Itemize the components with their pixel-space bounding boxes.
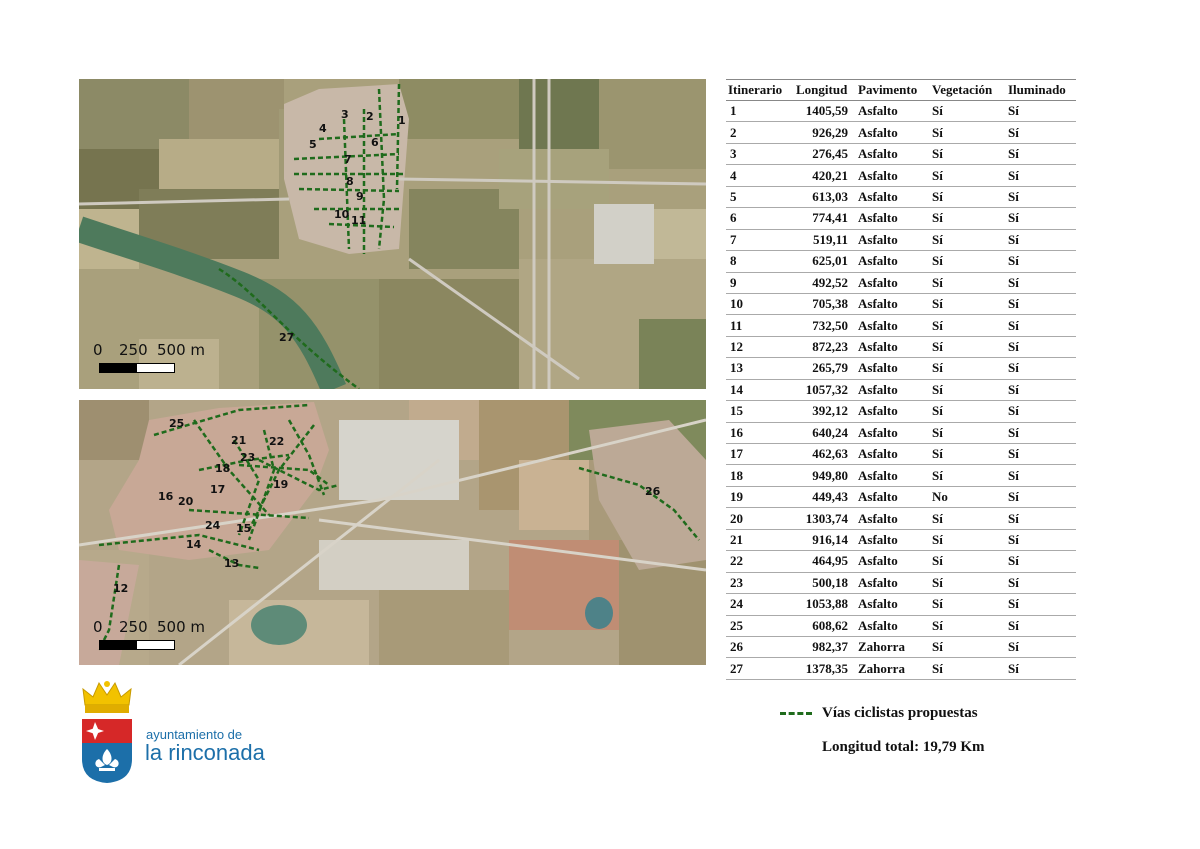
cell-pavimento: Asfalto: [856, 615, 930, 636]
cell-vegetacion: Sí: [930, 636, 1006, 657]
cell-longitud: 492,52: [794, 272, 856, 293]
cell-longitud: 276,45: [794, 143, 856, 164]
cell-itinerario: 9: [726, 272, 794, 293]
table-row: [726, 658, 1076, 679]
cell-longitud: 732,50: [794, 315, 856, 336]
cell-longitud: 1378,35: [794, 658, 856, 679]
cell-longitud: 519,11: [794, 229, 856, 250]
scale-graphic: [99, 640, 175, 650]
route-label: 1: [398, 114, 406, 127]
table-row: [726, 208, 1076, 229]
cell-pavimento: Asfalto: [856, 186, 930, 207]
cell-longitud: 420,21: [794, 165, 856, 186]
route-label: 7: [344, 153, 352, 166]
cell-longitud: 916,14: [794, 529, 856, 550]
cell-pavimento: Asfalto: [856, 336, 930, 357]
header-longitud: Longitud: [794, 80, 856, 101]
cell-itinerario: 12: [726, 336, 794, 357]
map-bottom[interactable]: [79, 400, 706, 665]
cell-vegetacion: Sí: [930, 293, 1006, 314]
route-label: 24: [205, 519, 221, 532]
table-row: [726, 465, 1076, 486]
cell-vegetacion: No: [930, 486, 1006, 507]
cell-iluminado: Sí: [1006, 229, 1076, 250]
route-label: 20: [178, 495, 194, 508]
route-label: 2: [366, 110, 374, 123]
table-row: [726, 272, 1076, 293]
route-label: 9: [356, 190, 364, 203]
scale-label-250: 250: [119, 618, 148, 636]
cell-vegetacion: Sí: [930, 401, 1006, 422]
cell-itinerario: 27: [726, 658, 794, 679]
cell-vegetacion: Sí: [930, 336, 1006, 357]
table-row: [726, 293, 1076, 314]
route-label: 12: [113, 582, 129, 595]
header-vegetacion: Vegetación: [930, 80, 1006, 101]
cell-longitud: 926,29: [794, 122, 856, 143]
cell-iluminado: Sí: [1006, 486, 1076, 507]
cell-longitud: 705,38: [794, 293, 856, 314]
cell-vegetacion: Sí: [930, 444, 1006, 465]
cell-longitud: 464,95: [794, 551, 856, 572]
cell-iluminado: Sí: [1006, 594, 1076, 615]
cell-itinerario: 6: [726, 208, 794, 229]
cell-pavimento: Asfalto: [856, 272, 930, 293]
cell-pavimento: Asfalto: [856, 572, 930, 593]
cell-vegetacion: Sí: [930, 422, 1006, 443]
cell-itinerario: 19: [726, 486, 794, 507]
map-top[interactable]: [79, 79, 706, 389]
total-length: Longitud total: 19,79 Km: [822, 739, 985, 755]
cell-vegetacion: Sí: [930, 551, 1006, 572]
cell-longitud: 265,79: [794, 358, 856, 379]
cell-iluminado: Sí: [1006, 358, 1076, 379]
industrial-area-south: [319, 540, 469, 590]
cell-pavimento: Asfalto: [856, 143, 930, 164]
table-row: [726, 379, 1076, 400]
header-itinerario: Itinerario: [726, 80, 794, 101]
cell-iluminado: Sí: [1006, 122, 1076, 143]
scale-labels: [93, 341, 205, 359]
logo-line-1: ayuntamiento de: [146, 727, 243, 742]
route-label: 16: [158, 490, 174, 503]
cell-longitud: 1405,59: [794, 101, 856, 122]
cell-itinerario: 7: [726, 229, 794, 250]
scale-bar-bottom: [93, 618, 205, 650]
cell-itinerario: 3: [726, 143, 794, 164]
cell-itinerario: 16: [726, 422, 794, 443]
table-row: [726, 486, 1076, 507]
cell-vegetacion: Sí: [930, 143, 1006, 164]
cell-vegetacion: Sí: [930, 251, 1006, 272]
scale-graphic: [99, 363, 175, 373]
cell-itinerario: 15: [726, 401, 794, 422]
route-label: 25: [169, 417, 185, 430]
cell-vegetacion: Sí: [930, 122, 1006, 143]
cell-pavimento: Asfalto: [856, 486, 930, 507]
route-label: 22: [269, 435, 285, 448]
cell-pavimento: Asfalto: [856, 101, 930, 122]
route-label: 3: [341, 108, 349, 121]
cell-iluminado: Sí: [1006, 272, 1076, 293]
cell-vegetacion: Sí: [930, 658, 1006, 679]
cell-itinerario: 23: [726, 572, 794, 593]
cell-iluminado: Sí: [1006, 615, 1076, 636]
cell-pavimento: Asfalto: [856, 208, 930, 229]
scale-label-500: 500 m: [157, 341, 206, 359]
table-row: [726, 122, 1076, 143]
cell-iluminado: Sí: [1006, 186, 1076, 207]
cell-iluminado: Sí: [1006, 208, 1076, 229]
route-label: 19: [273, 478, 289, 491]
industrial-area: [594, 204, 654, 264]
route-label: 11: [351, 214, 367, 227]
scale-labels: [93, 618, 205, 636]
route-label: 23: [240, 451, 256, 464]
table-row: [726, 186, 1076, 207]
table-row: [726, 336, 1076, 357]
cell-itinerario: 4: [726, 165, 794, 186]
cell-vegetacion: Sí: [930, 594, 1006, 615]
cell-iluminado: Sí: [1006, 401, 1076, 422]
header-pavimento: Pavimento: [856, 80, 930, 101]
table-row: [726, 251, 1076, 272]
cell-itinerario: 2: [726, 122, 794, 143]
cell-iluminado: Sí: [1006, 251, 1076, 272]
cell-itinerario: 20: [726, 508, 794, 529]
cell-pavimento: Asfalto: [856, 551, 930, 572]
table-row: [726, 401, 1076, 422]
cell-pavimento: Zahorra: [856, 636, 930, 657]
north-arrow-icon: [666, 91, 696, 131]
cell-vegetacion: Sí: [930, 508, 1006, 529]
table-body: [726, 101, 1076, 680]
cell-pavimento: Zahorra: [856, 658, 930, 679]
cell-vegetacion: Sí: [930, 315, 1006, 336]
table-header-row: [726, 80, 1076, 101]
bike-route-legend-symbol: [780, 712, 812, 715]
cell-iluminado: Sí: [1006, 165, 1076, 186]
table-row: [726, 636, 1076, 657]
cell-vegetacion: Sí: [930, 165, 1006, 186]
cell-pavimento: Asfalto: [856, 465, 930, 486]
scale-label-500: 500 m: [157, 618, 206, 636]
route-label: 18: [215, 462, 231, 475]
pond: [585, 597, 613, 629]
cell-iluminado: Sí: [1006, 379, 1076, 400]
cell-iluminado: Sí: [1006, 422, 1076, 443]
cell-longitud: 774,41: [794, 208, 856, 229]
coat-of-arms-icon: [79, 679, 135, 785]
table-row: [726, 615, 1076, 636]
table-row: [726, 529, 1076, 550]
cell-longitud: 872,23: [794, 336, 856, 357]
cell-longitud: 449,43: [794, 486, 856, 507]
cell-longitud: 625,01: [794, 251, 856, 272]
itinerary-table-wrapper: [726, 79, 1076, 680]
cell-iluminado: Sí: [1006, 143, 1076, 164]
route-label: 21: [231, 434, 247, 447]
table-row: [726, 165, 1076, 186]
cell-vegetacion: Sí: [930, 615, 1006, 636]
cell-longitud: 1303,74: [794, 508, 856, 529]
itinerary-table: [726, 79, 1076, 680]
table-row: [726, 551, 1076, 572]
legend: [780, 705, 978, 722]
cell-itinerario: 5: [726, 186, 794, 207]
route-label: 10: [334, 208, 350, 221]
route-label: 17: [210, 483, 226, 496]
table-row: [726, 358, 1076, 379]
route-label: 14: [186, 538, 202, 551]
cell-itinerario: 25: [726, 615, 794, 636]
cell-iluminado: Sí: [1006, 101, 1076, 122]
cell-itinerario: 21: [726, 529, 794, 550]
scale-label-0: 0: [93, 618, 103, 636]
table-row: [726, 422, 1076, 443]
cell-pavimento: Asfalto: [856, 444, 930, 465]
route-label: 5: [309, 138, 317, 151]
cell-longitud: 613,03: [794, 186, 856, 207]
table-row: [726, 143, 1076, 164]
route-label: 15: [236, 522, 252, 535]
cell-itinerario: 18: [726, 465, 794, 486]
table-row: [726, 229, 1076, 250]
table-row: [726, 508, 1076, 529]
route-label: 6: [371, 136, 379, 149]
cell-vegetacion: Sí: [930, 186, 1006, 207]
cell-pavimento: Asfalto: [856, 229, 930, 250]
cell-itinerario: 11: [726, 315, 794, 336]
route-label: 27: [279, 331, 295, 344]
cell-itinerario: 8: [726, 251, 794, 272]
cell-iluminado: Sí: [1006, 508, 1076, 529]
cell-vegetacion: Sí: [930, 379, 1006, 400]
cell-vegetacion: Sí: [930, 208, 1006, 229]
cell-vegetacion: Sí: [930, 358, 1006, 379]
cell-longitud: 982,37: [794, 636, 856, 657]
cell-pavimento: Asfalto: [856, 379, 930, 400]
cell-itinerario: 26: [726, 636, 794, 657]
cell-vegetacion: Sí: [930, 529, 1006, 550]
cell-iluminado: Sí: [1006, 551, 1076, 572]
cell-longitud: 462,63: [794, 444, 856, 465]
cell-itinerario: 14: [726, 379, 794, 400]
cell-vegetacion: Sí: [930, 229, 1006, 250]
lake: [251, 605, 307, 645]
scale-label-250: 250: [119, 341, 148, 359]
cell-longitud: 392,12: [794, 401, 856, 422]
table-row: [726, 101, 1076, 122]
scale-label-0: 0: [93, 341, 103, 359]
cell-iluminado: Sí: [1006, 293, 1076, 314]
route-label: 26: [645, 485, 661, 498]
scale-bar-top: [93, 341, 205, 373]
cell-pavimento: Asfalto: [856, 422, 930, 443]
cell-pavimento: Asfalto: [856, 251, 930, 272]
cell-longitud: 608,62: [794, 615, 856, 636]
cell-longitud: 1057,32: [794, 379, 856, 400]
table-row: [726, 594, 1076, 615]
cell-pavimento: Asfalto: [856, 315, 930, 336]
cell-pavimento: Asfalto: [856, 358, 930, 379]
cell-vegetacion: Sí: [930, 572, 1006, 593]
cell-itinerario: 22: [726, 551, 794, 572]
cell-itinerario: 17: [726, 444, 794, 465]
route-label: 8: [346, 175, 354, 188]
route-label: 4: [319, 122, 327, 135]
cell-vegetacion: Sí: [930, 465, 1006, 486]
cell-iluminado: Sí: [1006, 444, 1076, 465]
table-row: [726, 572, 1076, 593]
cell-iluminado: Sí: [1006, 336, 1076, 357]
cell-pavimento: Asfalto: [856, 529, 930, 550]
legend-label: Vías ciclistas propuestas: [822, 705, 978, 721]
north-arrow-icon: [666, 406, 696, 446]
table-row: [726, 315, 1076, 336]
cell-vegetacion: Sí: [930, 272, 1006, 293]
cell-iluminado: Sí: [1006, 572, 1076, 593]
cell-longitud: 640,24: [794, 422, 856, 443]
cell-iluminado: Sí: [1006, 465, 1076, 486]
industrial-area: [339, 420, 459, 500]
cell-iluminado: Sí: [1006, 529, 1076, 550]
cell-longitud: 500,18: [794, 572, 856, 593]
header-iluminado: Iluminado: [1006, 80, 1076, 101]
cell-pavimento: Asfalto: [856, 293, 930, 314]
cell-longitud: 1053,88: [794, 594, 856, 615]
cell-pavimento: Asfalto: [856, 508, 930, 529]
cell-vegetacion: Sí: [930, 101, 1006, 122]
cell-itinerario: 1: [726, 101, 794, 122]
cell-pavimento: Asfalto: [856, 122, 930, 143]
cell-pavimento: Asfalto: [856, 594, 930, 615]
table-row: [726, 444, 1076, 465]
cell-pavimento: Asfalto: [856, 165, 930, 186]
cell-iluminado: Sí: [1006, 636, 1076, 657]
cell-iluminado: Sí: [1006, 658, 1076, 679]
cell-iluminado: Sí: [1006, 315, 1076, 336]
cell-itinerario: 13: [726, 358, 794, 379]
cell-longitud: 949,80: [794, 465, 856, 486]
cell-pavimento: Asfalto: [856, 401, 930, 422]
cell-itinerario: 10: [726, 293, 794, 314]
cell-itinerario: 24: [726, 594, 794, 615]
logo-line-2: la rinconada: [145, 740, 265, 765]
municipal-logo: [79, 679, 299, 789]
route-label: 13: [224, 557, 240, 570]
